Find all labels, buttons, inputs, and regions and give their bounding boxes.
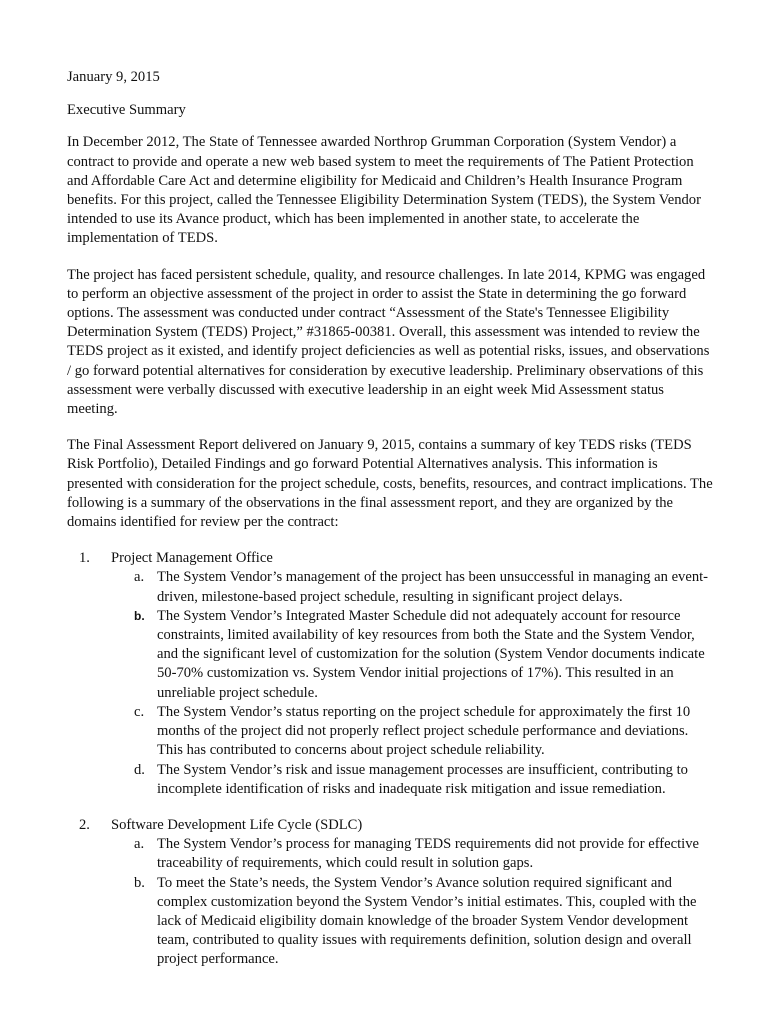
item-text: The System Vendor’s management of the project has been unsuccessful in managing an event-driven, milestone-based project schedule, resulting in significant project delays. bbox=[157, 569, 709, 605]
section-number: 1. bbox=[79, 550, 90, 567]
document-date: January 9, 2015 bbox=[67, 69, 160, 85]
list-item bbox=[111, 703, 717, 761]
item-text: The System Vendor’s status reporting on the project schedule for approximately the first 10 months of the project did not properly reflect project schedule performance and deviations. This has contributed to concerns about project schedule reliability. bbox=[157, 703, 691, 759]
findings-list bbox=[67, 549, 717, 969]
list-item bbox=[111, 607, 717, 703]
paragraph-background: In December 2012, The State of Tennessee awarded Northrop Grumman Corporation (System Vendor) a contract to provide and operate a new web based system to meet the requirements of The Patient Protection and Affordable Care Act and determine eligibility for Medicaid and Children’s Health Insurance Program benefits. For this project, called the Tennessee Eligibility Determination System (TEDS), the System Vendor intended to use its Avance product, which has been implemented in another state, to accelerate the implementation of TEDS. bbox=[67, 134, 701, 247]
section-items bbox=[111, 835, 717, 969]
item-letter: b. bbox=[134, 608, 145, 623]
section-sdlc bbox=[67, 816, 717, 970]
paragraph-final-report: The Final Assessment Report delivered on January 9, 2015, contains a summary of key TEDS risks (TEDS Risk Portfolio), Detailed Findings and go forward Potential Alternatives analysis. This information is presented with consideration for the project schedule, costs, benefits, resources, and contract implications. The following is a summary of the observations in the final assessment report, and they are organized by the domains identified for review per the contract: bbox=[67, 437, 713, 531]
item-letter: a. bbox=[134, 569, 145, 586]
section-number: 2. bbox=[79, 816, 90, 833]
item-letter: b. bbox=[134, 874, 145, 891]
section-items bbox=[111, 568, 717, 798]
item-text: The System Vendor’s Integrated Master Schedule did not adequately account for resource constraints, limited availability of key resources from both the State and the System Vendor, and the significant level of customization for the solution (System Vendor documents indicate 50-70% customization vs. System Vendor initial projections of 17%). This resulted in an unreliable project schedule. bbox=[157, 607, 705, 701]
item-letter: a. bbox=[134, 836, 145, 853]
item-letter: d. bbox=[134, 761, 145, 778]
section-project-management-office bbox=[67, 549, 717, 799]
item-text: The System Vendor’s risk and issue management processes are insufficient, contributing to incomplete identification of risks and inadequate risk mitigation and issue remediation. bbox=[157, 761, 688, 797]
section-title: Software Development Life Cycle (SDLC) bbox=[111, 816, 363, 833]
document-heading: Executive Summary bbox=[67, 102, 186, 119]
list-item bbox=[111, 761, 717, 799]
item-text: The System Vendor’s process for managing TEDS requirements did not provide for effective traceability of requirements, which could result in solution gaps. bbox=[157, 836, 700, 872]
item-text: To meet the State’s needs, the System Vendor’s Avance solution required significant and complex customization beyond the System Vendor’s initial estimates. This, coupled with the lack of Medicaid eligibility domain knowledge of the broader System Vendor development team, contributed to quality issues with requirements definition, solution design and overall project performance. bbox=[157, 874, 697, 968]
item-letter: c. bbox=[134, 703, 145, 720]
section-title: Project Management Office bbox=[111, 550, 273, 567]
list-item bbox=[111, 835, 717, 873]
paragraph-assessment: The project has faced persistent schedule, quality, and resource challenges. In late 2014, KPMG was engaged to perform an objective assessment of the project in order to assist the State in determining the go forward options. The assessment was conducted under contract “Assessment of the State's Tennessee Eligibility Determination System (TEDS) Project,” #31865-00381. Overall, this assessment was intended to review the TEDS project as it existed, and identify project deficiencies as well as potential risks, issues, and observations / go forward potential alternatives for consideration by executive leadership. Preliminary observations of this assessment were verbally discussed with executive leadership in an eight week Mid Assessment status meeting. bbox=[67, 266, 710, 418]
list-item bbox=[111, 874, 717, 970]
document-page bbox=[67, 68, 717, 987]
list-item bbox=[111, 568, 717, 606]
